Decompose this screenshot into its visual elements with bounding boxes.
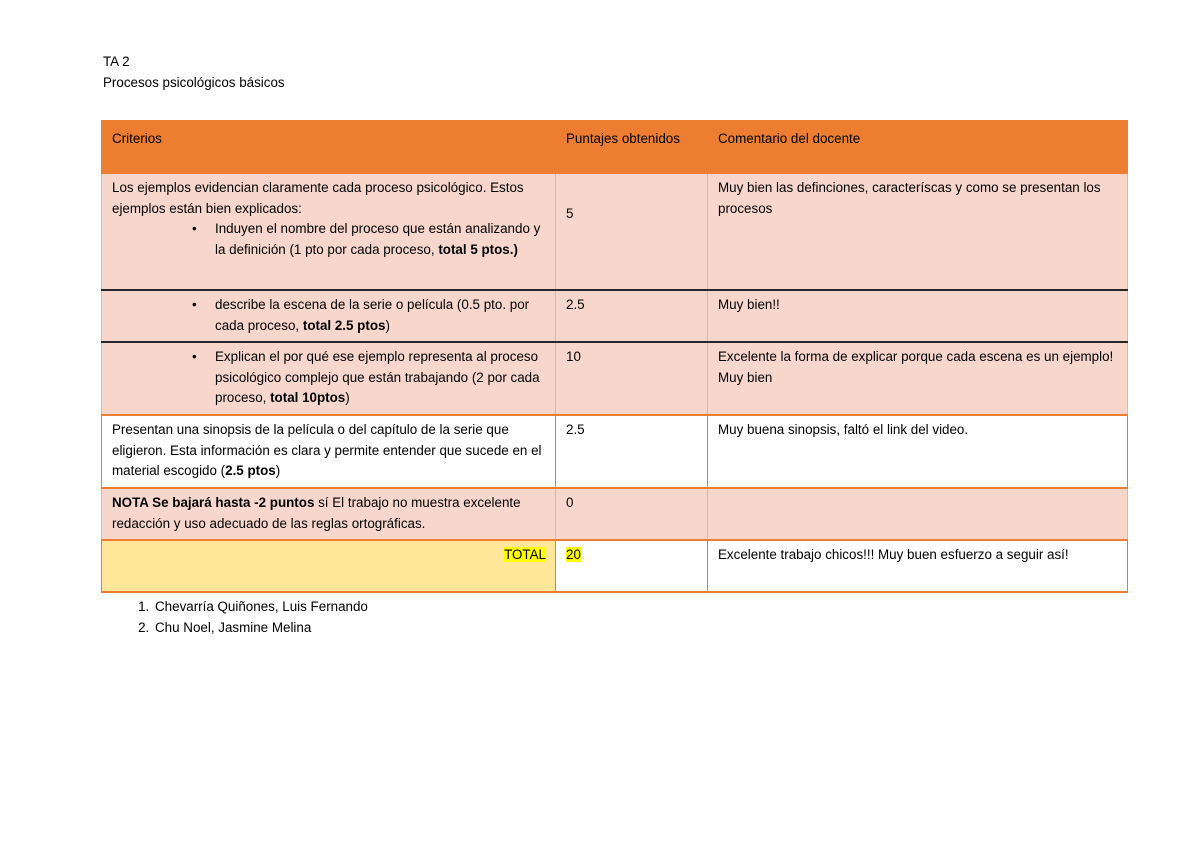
score-cell: 10 xyxy=(556,342,708,415)
table-row xyxy=(102,415,1128,488)
criterion-bullet: • Explican el por qué ese ejemplo representa al proceso psicológico complejo que están trabajando (2 por cada proceso, total 10ptos) xyxy=(192,347,546,409)
comment-cell xyxy=(708,488,1128,540)
assignment-title: TA 2 xyxy=(103,54,130,69)
header-criterios: Criterios xyxy=(102,120,556,173)
table-row xyxy=(102,173,1128,290)
criterion-cell: Presentan una sinopsis de la película o del capítulo de la serie que eligieron. Esta información es clara y permite entender que sucede en el material escogido (2.5 ptos) xyxy=(102,415,556,488)
header-puntajes: Puntajes obtenidos xyxy=(556,120,708,173)
student-item: 1. Chevarría Quiñones, Luis Fernando xyxy=(153,596,368,617)
criterion-cell xyxy=(102,173,556,290)
criterion-cell xyxy=(102,342,556,415)
comment-cell: Muy bien!! xyxy=(708,290,1128,342)
criterion-cell: NOTA Se bajará hasta -2 puntos sí El trabajo no muestra excelente redacción y uso adecuado de las reglas ortográficas. xyxy=(102,488,556,540)
header-comentario: Comentario del docente xyxy=(708,120,1128,173)
total-label: TOTAL xyxy=(504,547,546,562)
student-list xyxy=(125,596,368,638)
total-label-cell xyxy=(102,540,556,592)
student-item: 2. Chu Noel, Jasmine Melina xyxy=(153,617,368,638)
total-comment-cell: Excelente trabajo chicos!!! Muy buen esfuerzo a seguir así! xyxy=(708,540,1128,592)
score-cell: 2.5 xyxy=(556,290,708,342)
course-title: Procesos psicológicos básicos xyxy=(103,75,285,90)
total-score-cell xyxy=(556,540,708,592)
comment-cell: Muy buena sinopsis, faltó el link del video. xyxy=(708,415,1128,488)
document-header xyxy=(103,51,285,93)
criterion-bullet-list xyxy=(112,347,546,409)
total-score: 20 xyxy=(566,547,581,562)
table-header-row xyxy=(102,120,1128,173)
table-row xyxy=(102,290,1128,342)
criterion-cell xyxy=(102,290,556,342)
criterion-bullet: • describe la escena de la serie o película (0.5 pto. por cada proceso, total 2.5 ptos) xyxy=(192,295,546,336)
criterion-intro: Los ejemplos evidencian claramente cada proceso psicológico. Estos ejemplos están bien explicados: xyxy=(112,180,524,216)
total-row xyxy=(102,540,1128,592)
criterion-bullet-list xyxy=(112,219,546,260)
criterion-bullet: • Induyen el nombre del proceso que están analizando y la definición (1 pto por cada proceso, total 5 ptos.) xyxy=(192,219,546,260)
score-cell: 0 xyxy=(556,488,708,540)
rubric-table xyxy=(101,120,1128,593)
score-cell: 5 xyxy=(556,173,708,290)
score-cell: 2.5 xyxy=(556,415,708,488)
table-row xyxy=(102,488,1128,540)
table-row xyxy=(102,342,1128,415)
criterion-bullet-list xyxy=(112,295,546,336)
comment-cell: Excelente la forma de explicar porque cada escena es un ejemplo! Muy bien xyxy=(708,342,1128,415)
comment-cell: Muy bien las definciones, caracteríscas y como se presentan los procesos xyxy=(708,173,1128,290)
